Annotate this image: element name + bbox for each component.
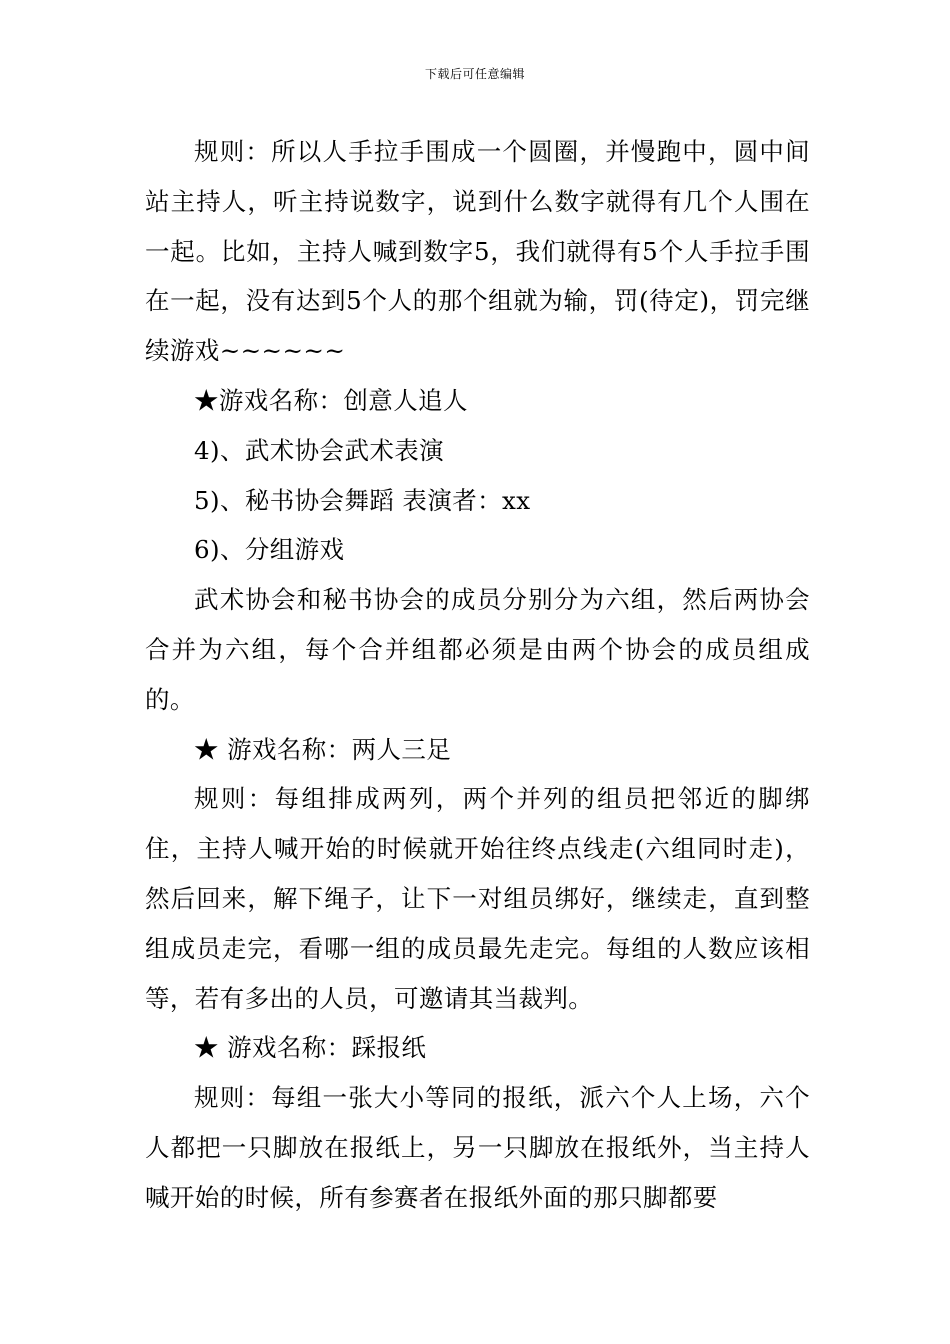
page-header: 下载后可任意编辑 [424,67,525,81]
list-item-martial-arts: 4)、武术协会武术表演 [194,435,445,465]
paragraph-rules-newspaper: 规则：每组一张大小等同的报纸，派六个人上场，六个人都把一只脚放在报纸上，另一只脚放在报纸外，当主持人喊开始的时候，所有参赛者在报纸外面的那只脚都要 [145,1083,810,1212]
paragraph-grouping: 武术协会和秘书协会的成员分别分为六组，然后两协会合并为六组，每个合并组都必须是由两个协会的成员组成的。 [145,585,810,714]
document-body [145,127,810,1223]
heading-game-three-legged: ★ 游戏名称：两人三足 [194,734,452,764]
heading-game-newspaper: ★ 游戏名称：踩报纸 [194,1033,427,1063]
list-item-group-games: 6)、分组游戏 [194,535,345,565]
paragraph-rules-three-legged: 规则：每组排成两列，两个并列的组员把邻近的脚绑住，主持人喊开始的时候就开始往终点线走(六组同时走)，然后回来，解下绳子，让下一对组员绑好，继续走，直到整组成员走完，看哪一组的成员最先走完。每组的人数应该相等，若有多出的人员，可邀请其当裁判。 [145,784,810,1013]
list-item-dance: 5)、秘书协会舞蹈 表演者：xx [194,485,531,515]
paragraph-rules-number-game: 规则：所以人手拉手围成一个圆圈，并慢跑中，圆中间站主持人，听主持说数字，说到什么数字就得有几个人围在一起。比如，主持人喊到数字5，我们就得有5个人手拉手围在一起，没有达到5个人的那个组就为输，罚(待定)，罚完继续游戏~~~~~~ [145,137,810,366]
heading-game-chase: ★游戏名称：创意人追人 [194,385,468,415]
